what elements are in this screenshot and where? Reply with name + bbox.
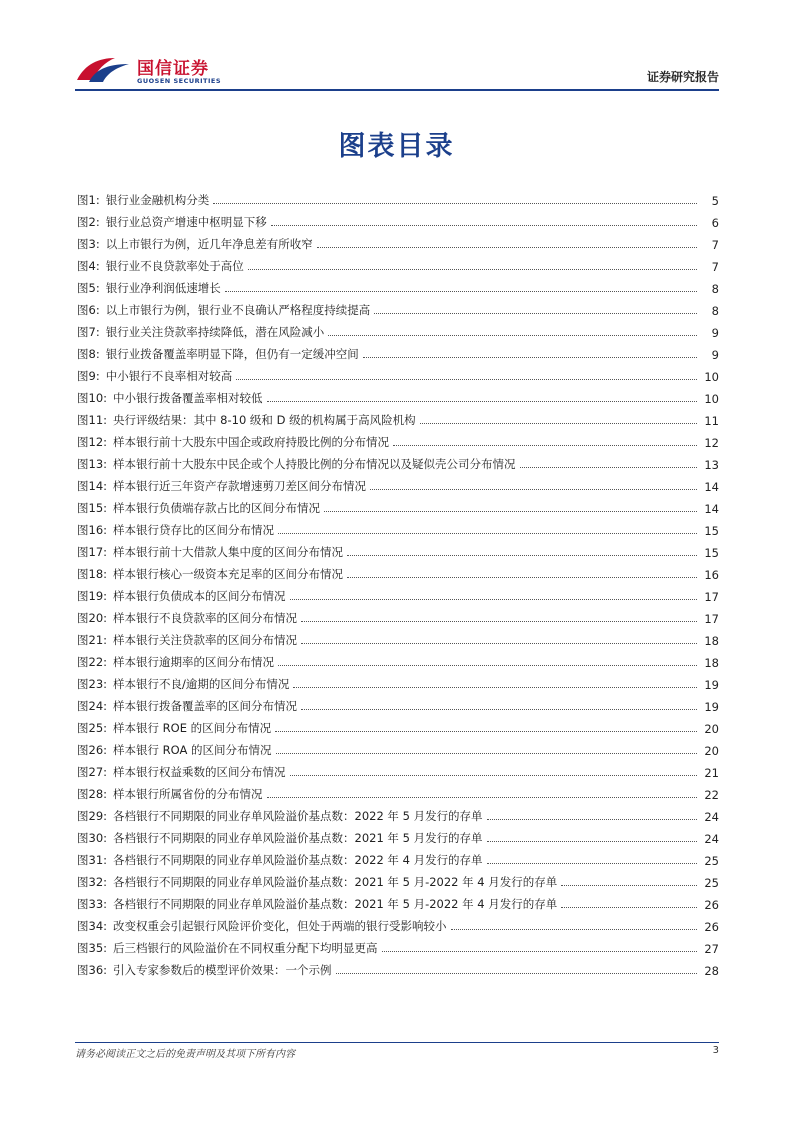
toc-entry-number: 图29:	[77, 809, 108, 823]
toc-entry[interactable]	[77, 230, 719, 252]
toc-entry-page: 9	[711, 348, 719, 362]
toc-entry-title: 样本银行核心一级资本充足率的区间分布情况	[113, 567, 344, 581]
guosen-logo-icon	[75, 54, 131, 86]
toc-entry-page: 5	[711, 194, 719, 208]
toc-dot-leader	[267, 401, 697, 402]
toc-entry-title: 以上市银行为例，近几年净息差有所收窄	[105, 237, 313, 251]
toc-entry[interactable]	[77, 912, 719, 934]
toc-dot-leader	[271, 225, 697, 226]
toc-dot-leader	[324, 511, 697, 512]
toc-entry[interactable]	[77, 538, 719, 560]
toc-entry-page: 8	[711, 282, 719, 296]
toc-entry[interactable]	[77, 450, 719, 472]
toc-entry-number: 图31:	[77, 853, 108, 867]
toc-entry-page: 9	[711, 326, 719, 340]
toc-entry-title: 样本银行前十大股东中国企或政府持股比例的分布情况	[113, 435, 390, 449]
toc-entry-title: 样本银行所属省份的分布情况	[113, 787, 263, 801]
toc-entry[interactable]	[77, 714, 719, 736]
toc-entry-number: 图26:	[77, 743, 108, 757]
toc-entry-title: 样本银行不良贷款率的区间分布情况	[113, 611, 298, 625]
toc-entry-title: 各档银行不同期限的同业存单风险溢价基点数：2021 年 5 月-2022 年 4 月发行的存单	[113, 897, 558, 911]
toc-entry-title: 银行业净利润低速增长	[105, 281, 221, 295]
toc-entry-page: 17	[704, 590, 719, 604]
toc-entry-page: 26	[704, 898, 719, 912]
toc-entry-page: 18	[704, 634, 719, 648]
toc-entry[interactable]	[77, 626, 719, 648]
toc-dot-leader	[290, 775, 697, 776]
toc-entry-title: 样本银行前十大股东中民企或个人持股比例的分布情况以及疑似壳公司分布情况	[113, 457, 516, 471]
toc-entry-number: 图8:	[77, 347, 100, 361]
toc-entry[interactable]	[77, 736, 719, 758]
toc-entry-title: 各档银行不同期限的同业存单风险溢价基点数：2021 年 5 月-2022 年 4 月发行的存单	[113, 875, 558, 889]
toc-entry-number: 图4:	[77, 259, 100, 273]
toc-entry[interactable]	[77, 802, 719, 824]
page-header	[75, 52, 719, 90]
toc-dot-leader	[370, 489, 697, 490]
toc-entry-number: 图15:	[77, 501, 108, 515]
toc-entry-number: 图27:	[77, 765, 108, 779]
footer-divider	[75, 1042, 719, 1043]
toc-entry-number: 图2:	[77, 215, 100, 229]
toc-dot-leader	[276, 753, 697, 754]
toc-entry-page: 25	[704, 876, 719, 890]
toc-entry-title: 样本银行不良/逾期的区间分布情况	[113, 677, 290, 691]
toc-entry[interactable]	[77, 670, 719, 692]
toc-entry[interactable]	[77, 956, 719, 978]
page-number: 3	[712, 1045, 719, 1056]
toc-entry-number: 图21:	[77, 633, 108, 647]
toc-entry-number: 图22:	[77, 655, 108, 669]
toc-entry-title: 银行业拨备覆盖率明显下降，但仍有一定缓冲空间	[105, 347, 359, 361]
toc-entry-page: 15	[704, 546, 719, 560]
toc-entry-number: 图34:	[77, 919, 108, 933]
toc-entry-number: 图19:	[77, 589, 108, 603]
toc-entry-number: 图10:	[77, 391, 108, 405]
toc-entry-title: 各档银行不同期限的同业存单风险溢价基点数：2022 年 5 月发行的存单	[113, 809, 483, 823]
toc-entry-title: 银行业金融机构分类	[105, 193, 210, 207]
toc-entry-title: 各档银行不同期限的同业存单风险溢价基点数：2021 年 5 月发行的存单	[113, 831, 483, 845]
toc-entry-page: 25	[704, 854, 719, 868]
toc-entry[interactable]	[77, 274, 719, 296]
toc-entry-number: 图36:	[77, 963, 108, 977]
logo-chinese-name: 国信证券	[137, 59, 209, 79]
toc-entry-number: 图6:	[77, 303, 100, 317]
toc-entry-page: 26	[704, 920, 719, 934]
toc-entry-page: 10	[704, 370, 719, 384]
toc-entry-number: 图1:	[77, 193, 100, 207]
toc-entry-title: 银行业关注贷款率持续降低，潜在风险减小	[105, 325, 325, 339]
toc-entry-number: 图3:	[77, 237, 100, 251]
toc-entry-number: 图12:	[77, 435, 108, 449]
toc-dot-leader	[520, 467, 697, 468]
toc-entry-page: 16	[704, 568, 719, 582]
toc-entry-number: 图28:	[77, 787, 108, 801]
toc-entry[interactable]	[77, 846, 719, 868]
toc-entry-title: 引入专家参数后的模型评价效果：一个示例	[113, 963, 332, 977]
toc-entry-page: 14	[704, 480, 719, 494]
toc-entry-number: 图18:	[77, 567, 108, 581]
toc-entry-page: 19	[704, 700, 719, 714]
toc-entry-title: 样本银行负债端存款占比的区间分布情况	[113, 501, 321, 515]
toc-entry-title: 样本银行逾期率的区间分布情况	[113, 655, 275, 669]
toc-dot-leader	[347, 555, 697, 556]
toc-entry-page: 8	[711, 304, 719, 318]
toc-entry[interactable]	[77, 384, 719, 406]
toc-entry-title: 样本银行关注贷款率的区间分布情况	[113, 633, 298, 647]
toc-entry-page: 20	[704, 744, 719, 758]
toc-dot-leader	[278, 533, 697, 534]
toc-dot-leader	[487, 841, 697, 842]
toc-entry[interactable]	[77, 516, 719, 538]
toc-dot-leader	[275, 731, 697, 732]
toc-entry[interactable]	[77, 934, 719, 956]
toc-entry-page: 28	[704, 964, 719, 978]
toc-entry-title: 样本银行贷存比的区间分布情况	[113, 523, 275, 537]
toc-entry-page: 14	[704, 502, 719, 516]
toc-entry[interactable]	[77, 780, 719, 802]
toc-entry-number: 图11:	[77, 413, 108, 427]
toc-entry-number: 图9:	[77, 369, 100, 383]
toc-dot-leader	[213, 203, 697, 204]
toc-entry[interactable]	[77, 648, 719, 670]
toc-entry-title: 后三档银行的风险溢价在不同权重分配下均明显更高	[113, 941, 378, 955]
toc-entry-number: 图35:	[77, 941, 108, 955]
toc-entry-number: 图25:	[77, 721, 108, 735]
toc-entry-page: 18	[704, 656, 719, 670]
toc-entry[interactable]	[77, 824, 719, 846]
report-type-label: 证券研究报告	[646, 70, 719, 84]
toc-entry-page: 11	[704, 414, 719, 428]
toc-entry-title: 样本银行拨备覆盖率的区间分布情况	[113, 699, 298, 713]
toc-entry[interactable]	[77, 472, 719, 494]
toc-entry-number: 图5:	[77, 281, 100, 295]
toc-dot-leader	[236, 379, 697, 380]
toc-dot-leader	[487, 863, 697, 864]
toc-entry-page: 27	[704, 942, 719, 956]
toc-entry-title: 银行业总资产增速中枢明显下移	[105, 215, 267, 229]
toc-dot-leader	[293, 687, 697, 688]
toc-entry[interactable]	[77, 406, 719, 428]
toc-entry-page: 22	[704, 788, 719, 802]
toc-entry-page: 21	[704, 766, 719, 780]
toc-entry-page: 20	[704, 722, 719, 736]
toc-dot-leader	[248, 269, 697, 270]
toc-entry[interactable]	[77, 758, 719, 780]
toc-entry[interactable]	[77, 208, 719, 230]
toc-entry-number: 图13:	[77, 457, 108, 471]
toc-dot-leader	[290, 599, 697, 600]
toc-entry-title: 中小银行不良率相对较高	[105, 369, 233, 383]
toc-dot-leader	[451, 929, 697, 930]
guosen-logo	[75, 52, 235, 88]
toc-entry-title: 以上市银行为例，银行业不良确认严格程度持续提高	[105, 303, 371, 317]
toc-entry-page: 10	[704, 392, 719, 406]
toc-entry-title: 样本银行前十大借款人集中度的区间分布情况	[113, 545, 344, 559]
toc-dot-leader	[487, 819, 697, 820]
toc-entry-title: 样本银行近三年资产存款增速剪刀差区间分布情况	[113, 479, 367, 493]
toc-entry-number: 图24:	[77, 699, 108, 713]
toc-entry-title: 各档银行不同期限的同业存单风险溢价基点数：2022 年 4 月发行的存单	[113, 853, 483, 867]
toc-dot-leader	[317, 247, 697, 248]
toc-entry-page: 24	[704, 810, 719, 824]
toc-dot-leader	[301, 709, 697, 710]
toc-entry-number: 图30:	[77, 831, 108, 845]
toc-dot-leader	[336, 973, 697, 974]
header-divider	[75, 89, 719, 91]
toc-entry-number: 图33:	[77, 897, 108, 911]
table-of-figures	[77, 186, 719, 978]
logo-english-name: GUOSEN SECURITIES	[137, 77, 222, 85]
toc-entry-number: 图17:	[77, 545, 108, 559]
toc-entry-title: 样本银行 ROA 的区间分布情况	[113, 743, 272, 757]
toc-entry-number: 图14:	[77, 479, 108, 493]
toc-entry-title: 样本银行 ROE 的区间分布情况	[113, 721, 272, 735]
toc-entry[interactable]	[77, 560, 719, 582]
toc-entry[interactable]	[77, 252, 719, 274]
toc-entry-page: 7	[711, 238, 719, 252]
toc-entry[interactable]	[77, 186, 719, 208]
toc-dot-leader	[420, 423, 697, 424]
toc-entry-page: 15	[704, 524, 719, 538]
toc-dot-leader	[301, 643, 697, 644]
toc-entry-number: 图23:	[77, 677, 108, 691]
toc-entry-title: 银行业不良贷款率处于高位	[105, 259, 244, 273]
disclaimer-note: 请务必阅读正文之后的免责声明及其项下所有内容	[75, 1049, 295, 1060]
toc-dot-leader	[561, 885, 697, 886]
toc-dot-leader	[393, 445, 697, 446]
toc-entry[interactable]	[77, 362, 719, 384]
toc-entry-page: 7	[711, 260, 719, 274]
toc-entry[interactable]	[77, 428, 719, 450]
toc-dot-leader	[301, 621, 697, 622]
toc-entry-title: 改变权重会引起银行风险评价变化，但处于两端的银行受影响较小	[113, 919, 447, 933]
toc-entry-number: 图16:	[77, 523, 108, 537]
toc-dot-leader	[225, 291, 697, 292]
toc-entry-page: 17	[704, 612, 719, 626]
toc-entry-page: 24	[704, 832, 719, 846]
toc-entry[interactable]	[77, 604, 719, 626]
toc-dot-leader	[561, 907, 697, 908]
toc-entry[interactable]	[77, 582, 719, 604]
toc-entry-page: 13	[704, 458, 719, 472]
toc-entry[interactable]	[77, 868, 719, 890]
toc-entry[interactable]	[77, 692, 719, 714]
toc-entry[interactable]	[77, 318, 719, 340]
toc-entry[interactable]	[77, 296, 719, 318]
toc-entry-number: 图32:	[77, 875, 108, 889]
toc-entry-title: 样本银行负债成本的区间分布情况	[113, 589, 286, 603]
page-title: 图表目录	[338, 131, 455, 162]
toc-entry-number: 图7:	[77, 325, 100, 339]
toc-dot-leader	[363, 357, 697, 358]
toc-dot-leader	[267, 797, 697, 798]
toc-dot-leader	[278, 665, 697, 666]
toc-entry-title: 中小银行拨备覆盖率相对较低	[113, 391, 263, 405]
toc-entry-title: 央行评级结果：其中 8-10 级和 D 级的机构属于高风险机构	[113, 413, 416, 427]
toc-entry-page: 12	[704, 436, 719, 450]
toc-dot-leader	[382, 951, 697, 952]
toc-entry-page: 19	[704, 678, 719, 692]
toc-entry-number: 图20:	[77, 611, 108, 625]
toc-entry-page: 6	[711, 216, 719, 230]
toc-entry[interactable]	[77, 494, 719, 516]
toc-entry[interactable]	[77, 890, 719, 912]
toc-entry[interactable]	[77, 340, 719, 362]
toc-dot-leader	[347, 577, 697, 578]
toc-dot-leader	[328, 335, 697, 336]
toc-dot-leader	[374, 313, 697, 314]
toc-entry-title: 样本银行权益乘数的区间分布情况	[113, 765, 286, 779]
